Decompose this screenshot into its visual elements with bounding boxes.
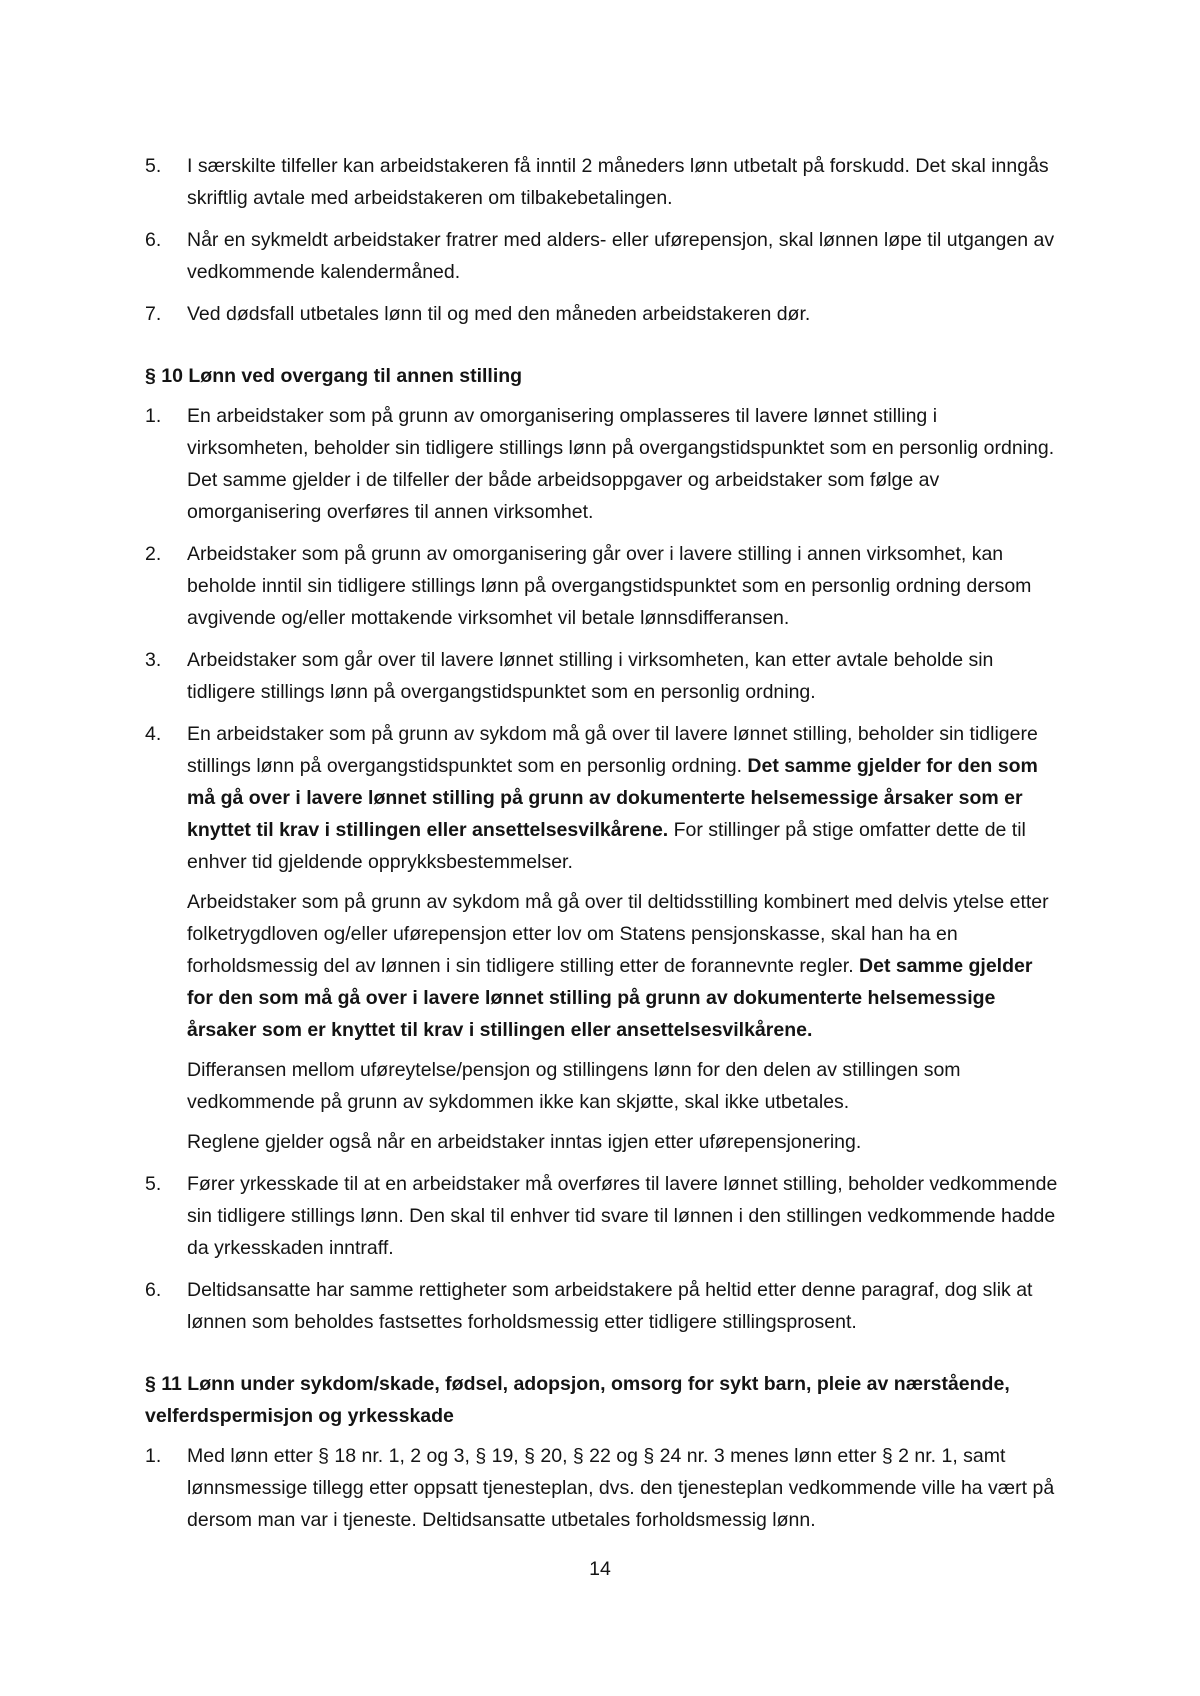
item-text: Arbeidstaker som på grunn av sykdom må gå over til deltidsstilling kombinert med delvis ytelse etter folketrygdloven og/eller uførepensjon etter lov om Statens pensjonskasse, skal han ha en forholdsmessig del av lønnen i sin tidligere stilling etter de forannevnte regler.	[187, 891, 1049, 977]
item-text: Når en sykmeldt arbeidstaker fratrer med alders- eller uførepensjon, skal lønnen løpe til utgangen av vedkommende kalendermåned.	[187, 229, 1055, 283]
list-item	[145, 538, 1060, 634]
item-text: Med lønn etter § 18 nr. 1, 2 og 3, § 19, § 20, § 22 og § 24 nr. 3 menes lønn etter § 2 nr. 1, samt lønnsmessige tillegg etter oppsatt tjenesteplan, dvs. den tjenesteplan vedkommende ville ha vært på dersom man var i tjeneste. Deltidsansatte utbetales forholdsmessig lønn.	[187, 1445, 1055, 1531]
bold-amendment-text: Det samme gjelder for den som må gå over i lavere lønnet stilling på grunn av dokumenterte helsemessige årsaker som er knyttet til krav i stillingen eller ansettelsesvilkårene.	[187, 955, 1033, 1041]
item-text: En arbeidstaker som på grunn av sykdom må gå over til lavere lønnet stilling, beholder sin tidligere stillings lønn på overgangstidspunktet som en personlig ordning.	[187, 723, 1038, 777]
item-text: Ved dødsfall utbetales lønn til og med den måneden arbeidstakeren dør.	[187, 303, 811, 325]
item-number: 5.	[145, 155, 162, 177]
list-item	[145, 718, 1060, 1158]
item-number: 6.	[145, 1279, 162, 1301]
item-number: 3.	[145, 649, 162, 671]
item-text: For stillinger på stige omfatter dette de til enhver tid gjeldende opprykksbestemmelser.	[187, 819, 1026, 873]
item-number: 6.	[145, 229, 162, 251]
item-number: 1.	[145, 405, 162, 427]
list-item	[145, 150, 1060, 214]
item-text: Arbeidstaker som går over til lavere lønnet stilling i virksomheten, kan etter avtale beholde sin tidligere stillings lønn på overgangstidspunktet som en personlig ordning.	[187, 649, 994, 703]
section-10-heading: § 10 Lønn ved overgang til annen stilling	[145, 365, 523, 387]
item-text: Reglene gjelder også når en arbeidstaker inntas igjen etter uførepensjonering.	[187, 1131, 862, 1153]
item-number: 1.	[145, 1445, 162, 1467]
list-item	[145, 224, 1060, 288]
list-item	[145, 298, 1060, 330]
item-text: Deltidsansatte har samme rettigheter som arbeidstakere på heltid etter denne paragraf, dog slik at lønnen som beholdes fastsettes forholdsmessig etter tidligere stillingsprosent.	[187, 1279, 1033, 1333]
page-number: 14	[589, 1558, 611, 1580]
list-item	[145, 1274, 1060, 1338]
item-text: Fører yrkesskade til at en arbeidstaker må overføres til lavere lønnet stilling, beholder vedkommende sin tidligere stillings lønn. Den skal til enhver tid svare til lønnen i den stillingen vedkommende hadde da yrkesskaden inntraff.	[187, 1173, 1058, 1259]
item-number: 4.	[145, 723, 162, 745]
item-text: Arbeidstaker som på grunn av omorganisering går over i lavere stilling i annen virksomhet, kan beholde inntil sin tidligere stillings lønn på overgangstidspunktet som en personlig ordning dersom avgivende og/eller mottakende virksomhet vil betale lønnsdifferansen.	[187, 543, 1032, 629]
section-11-heading: § 11 Lønn under sykdom/skade, fødsel, adopsjon, omsorg for sykt barn, pleie av nærstående, velferdspermisjon og yrkesskade	[145, 1373, 1010, 1427]
item-text: I særskilte tilfeller kan arbeidstakeren få inntil 2 måneders lønn utbetalt på forskudd. Det skal inngås skriftlig avtale med arbeidstakeren om tilbakebetalingen.	[187, 155, 1049, 209]
item-number: 2.	[145, 543, 162, 565]
list-item	[145, 1440, 1060, 1536]
item-number: 7.	[145, 303, 162, 325]
list-item	[145, 1168, 1060, 1264]
item-number: 5.	[145, 1173, 162, 1195]
item-text: En arbeidstaker som på grunn av omorganisering omplasseres til lavere lønnet stilling i virksomheten, beholder sin tidligere stillings lønn på overgangstidspunktet som en personlig ordning. Det samme gjelder i de tilfeller der både arbeidsoppgaver og arbeidstaker som følge av omorganisering overføres til annen virksomhet.	[187, 405, 1055, 523]
list-item	[145, 400, 1060, 528]
page-content	[145, 150, 1060, 1546]
item-text: Differansen mellom uføreytelse/pensjon og stillingens lønn for den delen av stillingen som vedkommende på grunn av sykdommen ikke kan skjøtte, skal ikke utbetales.	[187, 1059, 961, 1113]
list-item	[145, 644, 1060, 708]
item-paragraph	[187, 886, 1060, 1046]
bold-amendment-text: Det samme gjelder for den som må gå over i lavere lønnet stilling på grunn av dokumenterte helsemessige årsaker som er knyttet til krav i stillingen eller ansettelsesvilkårene.	[187, 755, 1038, 841]
item-paragraph	[187, 718, 1060, 878]
